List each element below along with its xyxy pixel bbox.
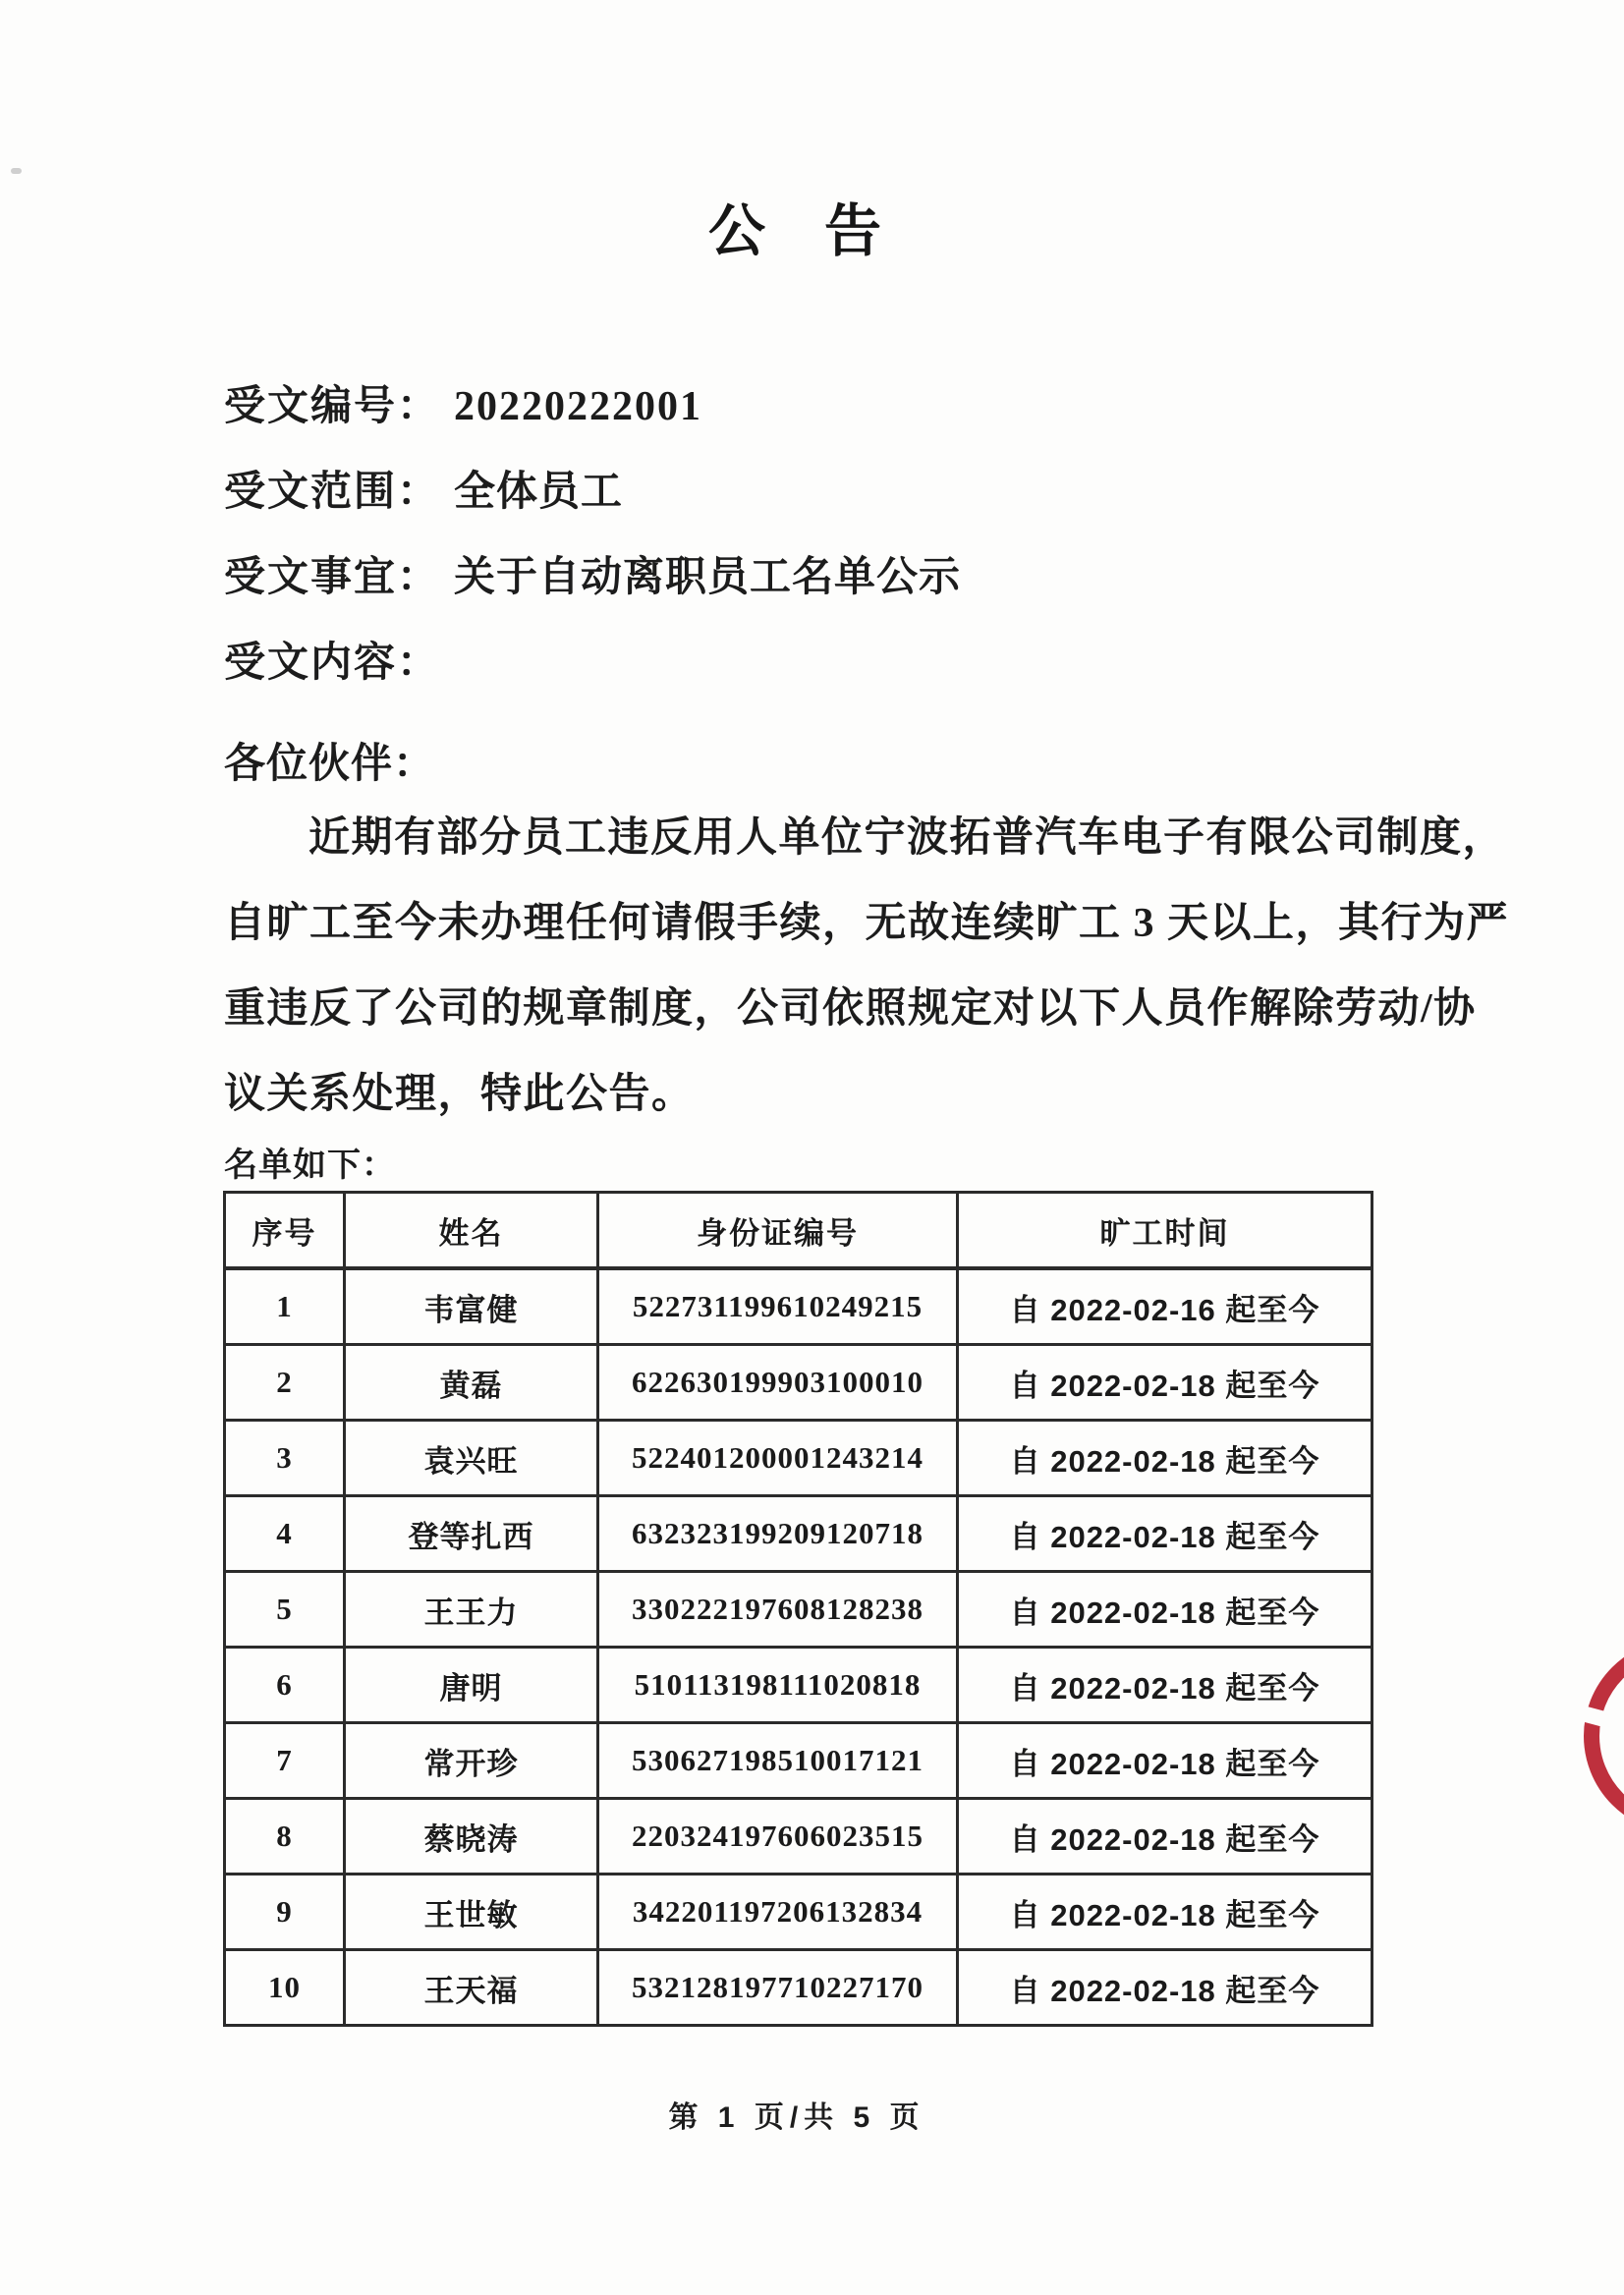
table-cell-date: 自 2022-02-18 起至今 [958,1421,1372,1496]
body-line: 近期有部分员工违反用人单位宁波拓普汽车电子有限公司制度， [308,815,1506,861]
field-label: 受文编号： [224,382,441,428]
column-header-id: 身份证编号 [598,1193,958,1269]
table-cell-name: 韦富健 [345,1268,598,1345]
scan-artifact [11,168,22,174]
field-document-number [224,381,1383,430]
table-cell-date: 自 2022-02-18 起至今 [958,1572,1372,1648]
table-cell-date: 自 2022-02-18 起至今 [958,1950,1372,2026]
dismissed-employees-table [223,1191,1373,2027]
table-body [225,1268,1372,2026]
field-content [224,638,1383,687]
field-subject [224,552,1383,601]
body-line: 议关系处理，特此公告。 [224,1072,695,1117]
field-value: 20220222001 [454,384,703,429]
table-cell-name: 登等扎西 [345,1496,598,1572]
table-cell-name: 蔡晓涛 [345,1799,598,1875]
table-cell-id: 622630199903100010 [598,1345,958,1421]
table-cell-id: 522401200001243214 [598,1421,958,1496]
body-line: 重违反了公司的规章制度，公司依照规定对以下人员作解除劳动/协 [224,986,1477,1032]
field-scope [224,467,1383,516]
table-cell-idx: 7 [225,1723,345,1799]
table-cell-id: 330222197608128238 [598,1572,958,1648]
table-cell-name: 常开珍 [345,1723,598,1799]
table-header-row [225,1193,1372,1269]
table-cell-id: 532128197710227170 [598,1950,958,2026]
body-line: 自旷工至今未办理任何请假手续，无故连续旷工 3 天以上，其行为严 [224,901,1510,946]
table-cell-idx: 1 [225,1268,345,1345]
table-cell-id: 522731199610249215 [598,1268,958,1345]
table-cell-id: 530627198510017121 [598,1723,958,1799]
table-cell-idx: 6 [225,1648,345,1723]
field-label: 受文范围： [224,468,441,514]
table-cell-idx: 8 [225,1799,345,1875]
column-header-name: 姓名 [345,1193,598,1269]
table-row [225,1268,1372,1345]
table-cell-date: 自 2022-02-18 起至今 [958,1648,1372,1723]
table-row [225,1799,1372,1875]
company-seal-stamp [1584,1639,1624,1833]
table-row [225,1572,1372,1648]
table-cell-date: 自 2022-02-18 起至今 [958,1496,1372,1572]
column-header-index: 序号 [225,1193,345,1269]
table-row [225,1648,1372,1723]
table-cell-idx: 3 [225,1421,345,1496]
table-row [225,1421,1372,1496]
table-cell-date: 自 2022-02-16 起至今 [958,1268,1372,1345]
table-cell-name: 袁兴旺 [345,1421,598,1496]
table-row [225,1496,1372,1572]
page-number: 第 1 页/共 5 页 [668,2101,925,2134]
list-intro-label: 名单如下： [224,1147,396,1184]
table-cell-name: 王世敏 [345,1875,598,1950]
table-cell-date: 自 2022-02-18 起至今 [958,1345,1372,1421]
table-row [225,1723,1372,1799]
table-cell-name: 王王力 [345,1572,598,1648]
table-row [225,1345,1372,1421]
table-cell-idx: 4 [225,1496,345,1572]
field-value: 全体员工 [454,468,624,514]
table-cell-id: 342201197206132834 [598,1875,958,1950]
table-row [225,1950,1372,2026]
table-cell-idx: 9 [225,1875,345,1950]
table-cell-idx: 2 [225,1345,345,1421]
page-title: 公 告 [707,199,886,263]
field-label: 受文事宜： [224,553,441,599]
table-cell-id: 632323199209120718 [598,1496,958,1572]
table-cell-name: 王天福 [345,1950,598,2026]
table-cell-idx: 10 [225,1950,345,2026]
field-value: 关于自动离职员工名单公示 [454,553,962,599]
table-cell-name: 唐明 [345,1648,598,1723]
field-label: 受文内容： [224,639,441,685]
table-cell-date: 自 2022-02-18 起至今 [958,1875,1372,1950]
salutation: 各位伙伴： [224,742,436,787]
table-row [225,1875,1372,1950]
table-cell-idx: 5 [225,1572,345,1648]
table-cell-date: 自 2022-02-18 起至今 [958,1799,1372,1875]
table-cell-date: 自 2022-02-18 起至今 [958,1723,1372,1799]
column-header-absence: 旷工时间 [958,1193,1372,1269]
table-cell-id: 220324197606023515 [598,1799,958,1875]
table-cell-id: 510113198111020818 [598,1648,958,1723]
table-cell-name: 黄磊 [345,1345,598,1421]
